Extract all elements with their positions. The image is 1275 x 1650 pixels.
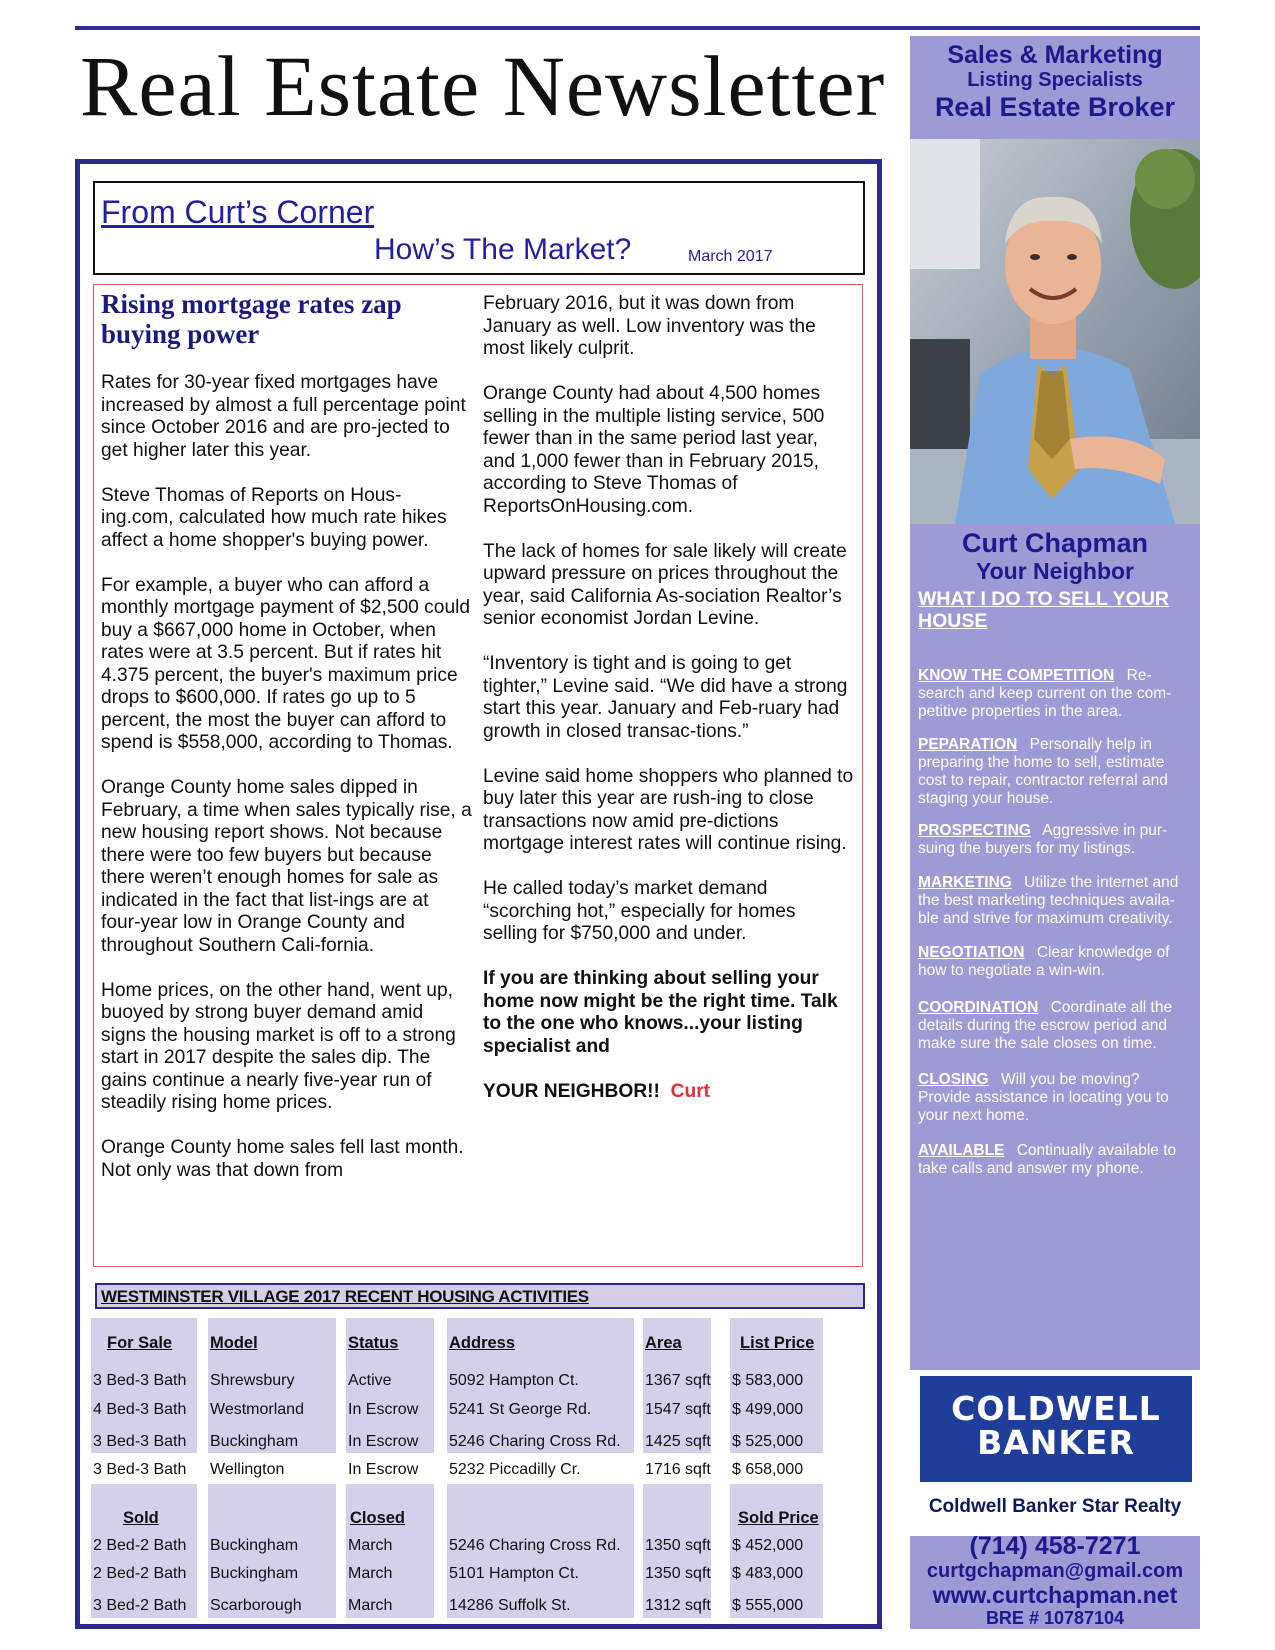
article-paragraph: He called today’s market demand “scorching hot,” especially for homes selling for $750,000 and under. [483,878,796,944]
service-item [918,944,1194,980]
coldwell-banker-logo [920,1376,1192,1482]
sidebar-header [910,36,1200,139]
service-text: Utilize the internet and the best marketing techniques availa-ble and strive for maximum creativity. [918,874,1179,927]
article-paragraph: The lack of homes for sale likely will create upward pressure on prices throughout the year, said California As-sociation Realtor’s senior economist Jordan Levine. [483,540,847,629]
newsletter-title: Real Estate Newsletter [80,38,886,134]
service-key: NEGOTIATION [918,944,1025,961]
sold-cell-for-sale: 2 Bed-2 Bath [93,1565,187,1582]
table-header-status: Status [348,1334,399,1352]
table-cell-price: $ 525,000 [732,1433,804,1450]
article-column-right [483,293,855,1126]
table-cell-for-sale: 4 Bed-3 Bath [93,1401,187,1418]
sold-cell-for-sale: 2 Bed-2 Bath [93,1537,187,1554]
service-key: PROSPECTING [918,822,1031,839]
article-paragraph: Orange County had about 4,500 homes selling in the multiple listing service, 500 fewer than in the same period last year, and 1,000 fewer than in February 2015, according to Steve Thomas of ReportsOnHousing.com. [483,383,825,517]
service-key: PEPARATION [918,736,1018,753]
service-item [918,736,1194,808]
market-subtitle: How’s The Market? [374,233,632,266]
call-to-action: If you are thinking about selling your home now might be the right time. Talk to the one who knows...your listing specialist and [483,968,838,1057]
service-text: Continually available to take calls and answer my phone. [918,1142,1177,1177]
article-paragraph: Rates for 30-year fixed mortgages have increased by almost a full percentage point since October 2016 and are pro-jected to get higher later this year. [101,372,466,461]
table-cell-address: 5232 Piccadilly Cr. [449,1461,581,1478]
table-cell-for-sale: 3 Bed-3 Bath [93,1372,187,1389]
table-cell-price: $ 658,000 [732,1461,804,1478]
service-key: COORDINATION [918,999,1039,1016]
logo-line-1: COLDWELL [951,1389,1161,1428]
service-item [918,874,1194,928]
service-text: Personally help in preparing the home to sell, estimate cost to repair, contractor referral and staging your house. [918,736,1168,807]
website-link[interactable]: www.curtchapman.net [932,1582,1178,1608]
sold-cell-model: Scarborough [210,1597,302,1614]
table-cell-area: 1716 sqft [645,1461,711,1478]
sold-cell-for-sale: 3 Bed-2 Bath [93,1597,187,1614]
service-key: MARKETING [918,874,1012,891]
table-cell-status: In Escrow [348,1433,419,1450]
article-paragraph: Home prices, on the other hand, went up, buoyed by strong buyer demand amid signs the housing market is off to a strong start in 2017 despite the sales dip. The gains continue a nearly five-year run of steadily rising home prices. [101,979,456,1113]
sold-cell-address: 5246 Charing Cross Rd. [449,1537,621,1554]
table-cell-model: Wellington [210,1461,285,1478]
brokerage-area [910,1370,1200,1536]
service-item [918,1142,1194,1178]
sold-cell-area: 1350 sqft [645,1537,711,1554]
table-cell-for-sale: 3 Bed-3 Bath [93,1461,187,1478]
sold-header-for-sale: Sold [123,1509,159,1527]
table-cell-price: $ 583,000 [732,1372,804,1389]
sold-cell-address: 5101 Hampton Ct. [449,1565,579,1582]
table-header-model: Model [210,1334,258,1352]
sidebar-line-sales: Sales & Marketing [947,41,1163,69]
table-cell-status: Active [348,1372,392,1389]
service-item [918,822,1194,858]
table-cell-address: 5241 St George Rd. [449,1401,592,1418]
service-text: Clear knowledge of how to negotiate a win-win. [918,944,1170,979]
table-cell-model: Westmorland [210,1401,304,1418]
corner-title: From Curt’s Corner [101,194,375,230]
sold-cell-address: 14286 Suffolk St. [449,1597,571,1614]
table-cell-address: 5092 Hampton Ct. [449,1372,579,1389]
services-heading: WHAT I DO TO SELL YOUR HOUSE [918,588,1169,632]
contact-block [910,1532,1200,1629]
logo-line-2: BANKER [977,1423,1135,1462]
sold-header-status: Closed [350,1509,406,1527]
article-paragraph: Steve Thomas of Reports on Hous-ing.com, calculated how much rate hikes affect a home shopper's buying power. [101,484,447,551]
sold-cell-model: Buckingham [210,1537,299,1554]
service-text: Aggressive in pur-suing the buyers for my listings. [918,822,1168,857]
article-paragraph: Orange County home sales dipped in February, a time when sales typically rise, a new housing report shows. Not because there were too few buyers but because there weren’t enough homes for sale as indicated in the fact that list-ings are at four-year low in Orange County and throughout Southern Cali-fornia. [101,777,472,956]
agent-photo [910,139,1200,524]
table-cell-area: 1367 sqft [645,1372,711,1389]
service-text: Re-search and keep current on the com-petitive properties in the area. [918,667,1172,720]
table-cell-status: In Escrow [348,1461,419,1478]
service-key: KNOW THE COMPETITION [918,667,1115,684]
article-paragraph: Levine said home shoppers who planned to buy later this year are rush-ing to close transactions now amid pre-dictions mortgage interest rates will continue rising. [483,765,854,854]
sidebar-line-listing: Listing Specialists [967,69,1143,91]
sidebar [910,36,1200,1629]
table-header-for-sale: For Sale [107,1334,173,1352]
license-number: BRE # 10787104 [985,1608,1125,1628]
article-paragraph: For example, a buyer who can afford a monthly mortgage payment of $2,500 could buy a $667,000 home in October, when rates were at 3.5 percent. But if rates hit 4.375 percent, the buyer's maximum price drops to $600,000. If rates go up to 5 percent, the most the buyer can afford to spend is $558,000, according to Thomas. [101,574,471,753]
sold-cell-area: 1312 sqft [645,1597,711,1614]
agent-portrait-illustration [910,139,1200,524]
sold-cell-status: March [348,1537,393,1554]
signature-name: Curt [670,1080,711,1102]
table-cell-address: 5246 Charing Cross Rd. [449,1433,621,1450]
brokerage-name: Coldwell Banker Star Realty [928,1496,1182,1517]
service-key: CLOSING [918,1071,989,1088]
top-rule [75,26,1200,30]
table-cell-model: Buckingham [210,1433,299,1450]
sold-cell-model: Buckingham [210,1565,299,1582]
signature-prefix: YOUR NEIGHBOR!! [483,1080,660,1102]
table-header-area: Area [645,1334,682,1352]
table-cell-model: Shrewsbury [210,1372,295,1389]
article-column-left [101,372,473,1205]
email-link[interactable]: curtgchapman@gmail.com [926,1560,1184,1582]
table-header-price: List Price [740,1334,815,1352]
housing-table-title: WESTMINSTER VILLAGE 2017 RECENT HOUSING ACTIVITIES [95,1283,865,1309]
sold-cell-status: March [348,1565,393,1582]
phone-number[interactable]: (714) 458-7271 [969,1532,1141,1560]
sold-cell-price: $ 555,000 [732,1597,804,1614]
table-cell-price: $ 499,000 [732,1401,804,1418]
sold-header-price: Sold Price [738,1509,819,1527]
table-cell-status: In Escrow [348,1401,419,1418]
signature [483,1081,855,1104]
service-key: AVAILABLE [918,1142,1005,1159]
table-cell-for-sale: 3 Bed-3 Bath [93,1433,187,1450]
sold-cell-price: $ 452,000 [732,1537,804,1554]
sidebar-line-broker: Real Estate Broker [934,92,1176,122]
sold-cell-status: March [348,1597,393,1614]
table-cell-area: 1425 sqft [645,1433,711,1450]
service-text: Coordinate all the details during the escrow period and make sure the sale closes on time. [918,999,1173,1052]
sold-cell-area: 1350 sqft [645,1565,711,1582]
agent-tagline: Your Neighbor [975,558,1134,584]
sidebar-services [910,524,1200,1370]
service-item [918,999,1194,1053]
table-cell-area: 1547 sqft [645,1401,711,1418]
table-header-address: Address [449,1334,516,1352]
article-paragraph: Orange County home sales fell last month. Not only was that down from [101,1137,464,1181]
issue-date: March 2017 [688,248,773,265]
service-item [918,1071,1194,1125]
service-item [918,667,1194,721]
sold-cell-price: $ 483,000 [732,1565,804,1582]
article-paragraph: “Inventory is tight and is going to get tighter,” Levine said. “We did have a strong start this year. January and Feb-ruary had growth in closed transac-tions.” [483,653,848,742]
article-headline: Rising mortgage rates zap buying power [101,289,402,349]
article-paragraph: February 2016, but it was down from January as well. Low inventory was the most likely culprit. [483,293,816,359]
service-text: Will you be moving? Provide assistance in locating you to your next home. [918,1071,1169,1124]
agent-name: Curt Chapman [961,528,1148,558]
